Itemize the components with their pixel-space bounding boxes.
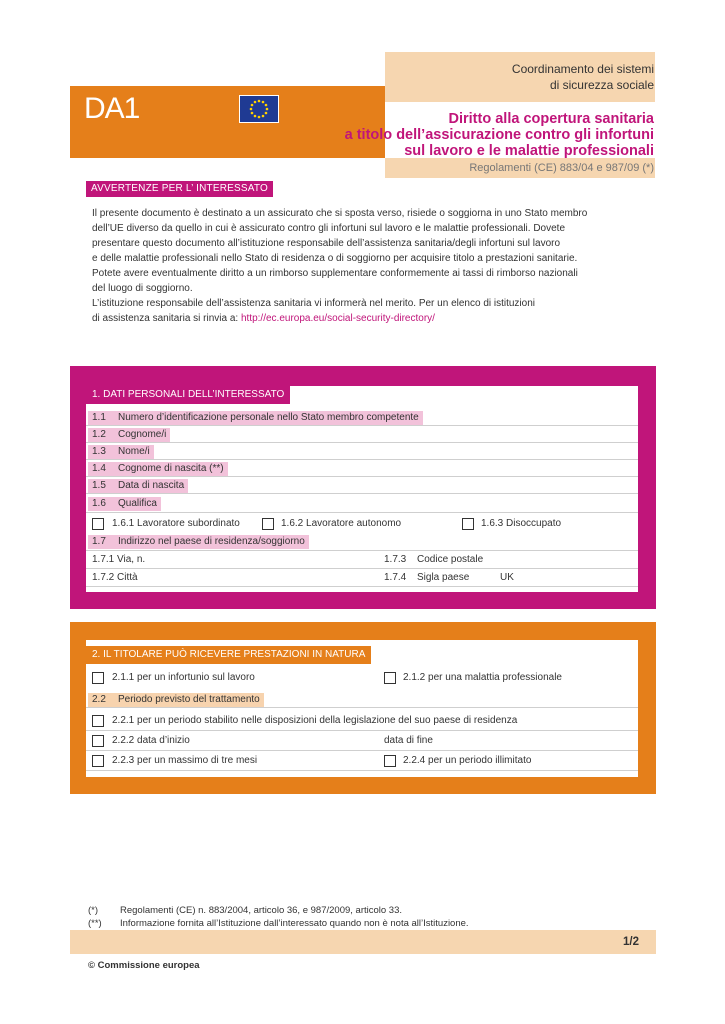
intro-line: L’istituzione responsabile dell’assistenza sanitaria vi informerà nel merito. Per un elenco di istituzioni [92, 298, 536, 309]
page-bar [70, 930, 656, 954]
field-1-3: 1.3 Nome/i [88, 445, 154, 459]
option-unemployed: 1.6.3 Disoccupato [481, 518, 562, 529]
option-legislation-period: 2.2.1 per un periodo stabilito nelle disposizioni della legislazione del suo paese di residenza [112, 715, 518, 726]
intro-text [92, 206, 652, 326]
field-1-2: 1.2 Cognome/i [88, 428, 170, 442]
checkbox-work-accident[interactable] [92, 672, 104, 684]
option-three-months: 2.2.3 per un massimo di tre mesi [112, 755, 258, 766]
country-code-value[interactable]: UK [500, 572, 514, 583]
city-label: 1.7.2 Città [92, 572, 138, 583]
row-divider [86, 568, 638, 569]
intro-line: dell’UE diverso da quello in cui è assicurato contro gli infortuni sul lavoro e le malattie professionali. Dovete [92, 223, 566, 234]
checkbox-unlimited[interactable] [384, 755, 396, 767]
coordination-line-1: Coordinamento dei sistemi [511, 62, 654, 76]
intro-line: del luogo di soggiorno. [92, 283, 193, 294]
row-divider [86, 425, 638, 426]
header-band-top [385, 52, 655, 102]
field-1-5: 1.5 Data di nascita [88, 479, 188, 493]
checkbox-occupational-disease[interactable] [384, 672, 396, 684]
row-divider [86, 707, 638, 708]
section-2-label: 2. IL TITOLARE PUÒ RICEVERE PRESTAZIONI IN NATURA [86, 646, 371, 664]
row-divider [86, 586, 638, 587]
checkbox-start-date[interactable] [92, 735, 104, 747]
option-start-date: 2.2.2 data d’inizio [112, 735, 190, 746]
checkbox-employee[interactable] [92, 518, 104, 530]
intro-line: presentare questo documento all’istituzione responsabile dell’assistenza sanitaria/degli infortuni sul lavoro [92, 238, 561, 249]
form-code: DA1 [84, 92, 140, 125]
footnote-1: (*) Regolamenti (CE) n. 883/2004, articolo 36, e 987/2009, articolo 33. [88, 905, 403, 916]
intro-line: e delle malattie professionali nello Stato di residenza o di soggiorno per acquisire titolo a prestazioni sanitarie. [92, 253, 578, 264]
title-line-2: a titolo dell’assicurazione contro gli infortuni [344, 127, 654, 143]
country-code-label: Sigla paese [417, 572, 470, 583]
option-occupational-disease: 2.1.2 per una malattia professionale [403, 672, 562, 683]
intro-line-last [92, 311, 652, 326]
eu-flag-icon [239, 95, 279, 123]
intro-line: Il presente documento è destinato a un assicurato che si sposta verso, risiede o soggiorna in uno Stato membro [92, 208, 588, 219]
warning-label: AVVERTENZE PER L’ INTERESSATO [86, 181, 273, 197]
row-divider [86, 459, 638, 460]
page-number: 1/2 [623, 936, 639, 948]
option-self-employed: 1.6.2 Lavoratore autonomo [281, 518, 402, 529]
option-work-accident: 2.1.1 per un infortunio sul lavoro [112, 672, 255, 683]
field-1-1: 1.1 Numero d’identificazione personale nello Stato membro competente [88, 411, 423, 425]
end-date-label: data di fine [384, 735, 433, 746]
title-line-1: Diritto alla copertura sanitaria [448, 111, 654, 127]
row-divider [86, 442, 638, 443]
row-divider [86, 493, 638, 494]
street-label: 1.7.1 Via, n. [92, 554, 146, 565]
directory-link[interactable]: http://ec.europa.eu/social-security-directory/ [240, 313, 435, 324]
field-1-7: 1.7 Indirizzo nel paese di residenza/soggiorno [88, 535, 309, 549]
option-employee: 1.6.1 Lavoratore subordinato [112, 518, 240, 529]
footnote-2: (**) Informazione fornita all’Istituzione dall’interessato quando non è nota all’Istituzione. [88, 918, 469, 929]
row-divider [86, 730, 638, 731]
regulations-reference: Regolamenti (CE) 883/04 e 987/09 (*) [469, 162, 654, 174]
copyright: © Commissione europea [88, 960, 200, 971]
intro-line: Potete avere eventualmente diritto a un rimborso supplementare conformemente ai tassi di rimborso nazionali [92, 268, 578, 279]
footnotes [88, 904, 469, 930]
row-divider [86, 476, 638, 477]
row-divider [86, 512, 638, 513]
title-line-3: sul lavoro e le malattie professionali [404, 143, 654, 159]
field-1-6: 1.6 Qualifica [88, 497, 161, 511]
field-2-2: 2.2 Periodo previsto del trattamento [88, 693, 264, 707]
postal-code-number: 1.7.3 [384, 554, 407, 565]
section-1-label: 1. DATI PERSONALI DELL’INTERESSATO [86, 386, 290, 404]
checkbox-three-months[interactable] [92, 755, 104, 767]
checkbox-legislation-period[interactable] [92, 715, 104, 727]
checkbox-self-employed[interactable] [262, 518, 274, 530]
checkbox-unemployed[interactable] [462, 518, 474, 530]
coordination-line-2: di sicurezza sociale [549, 78, 654, 92]
row-divider [86, 770, 638, 771]
row-divider [86, 550, 638, 551]
postal-code-label: Codice postale [417, 554, 484, 565]
option-unlimited: 2.2.4 per un periodo illimitato [403, 755, 532, 766]
field-1-4: 1.4 Cognome di nascita (**) [88, 462, 228, 476]
row-divider [86, 750, 638, 751]
intro-prefix: di assistenza sanitaria si rinvia a: [92, 313, 241, 324]
country-code-number: 1.7.4 [384, 572, 407, 583]
